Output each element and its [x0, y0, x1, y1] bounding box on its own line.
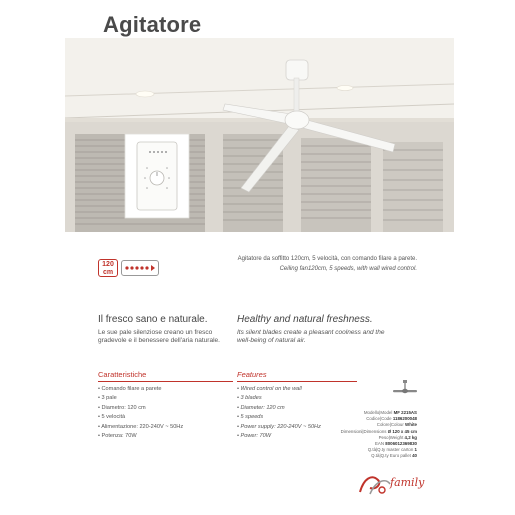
description-it: Agitatore da soffitto 120cm, 5 velocità, con comando filare a parete. — [237, 256, 417, 262]
spec-value: 40 — [412, 453, 417, 459]
product-title-line1: Agitatore — [103, 12, 202, 37]
wall-control-image — [125, 134, 189, 218]
spec-value: Ø 120 x 45 cm — [387, 428, 417, 434]
spec-label: Q.tà|Q.ty Euro pallet — [371, 453, 411, 459]
intro-it — [98, 314, 230, 344]
list-item: • Power: 70W — [237, 433, 271, 440]
list-item: • 5 speeds — [237, 414, 264, 421]
spec-row-pallet — [257, 453, 417, 459]
list-item: • Power supply: 220-240V ~ 50Hz — [237, 423, 321, 430]
intro-text-en: Its silent blades create a pleasant coolness and the well-being of natural air. — [237, 329, 385, 344]
list-item: • Wired control on the wall — [237, 386, 302, 392]
list-item: • Comando filare a parete — [98, 386, 162, 392]
fan-dimension-icon — [392, 379, 418, 403]
characteristics-it — [98, 370, 233, 441]
intro-heading-en: Healthy and natural freshness. — [237, 314, 373, 325]
characteristics-title-it: Caratteristiche — [98, 370, 233, 382]
spec-label: Modello|Model — [363, 410, 393, 415]
spec-label: EAN — [374, 441, 385, 447]
list-item: • Diametro: 120 cm — [98, 404, 146, 411]
spec-value: 1 — [414, 447, 417, 453]
spec-value: 1186200048 — [392, 416, 417, 422]
list-item: • 3 blades — [237, 395, 262, 402]
intro-en — [237, 314, 397, 344]
spec-label: Codice|Code — [366, 416, 392, 422]
product-description — [217, 255, 417, 273]
list-item: • 3 pale — [98, 395, 117, 402]
spec-value: 4,2 kg — [404, 434, 417, 440]
diameter-unit: cm — [102, 269, 114, 276]
spec-label: Peso|Weight — [378, 434, 404, 440]
ceiling-fan-room-illustration — [65, 38, 454, 232]
spec-label: Dimensioni|Dimensions — [340, 428, 387, 434]
characteristics-title-en: Features — [237, 370, 357, 382]
intro-heading-it: Il fresco sano e naturale. — [98, 314, 208, 325]
speed-selector-icon — [121, 260, 159, 276]
diameter-value: 120 — [102, 261, 114, 268]
spec-value: White — [405, 422, 417, 428]
feature-badges — [98, 259, 159, 277]
spec-table — [257, 410, 417, 460]
spec-value: MF 2215AS — [393, 410, 417, 415]
list-item: • Alimentazione: 220-240V ~ 50Hz — [98, 423, 184, 430]
list-item: • Potenza: 70W — [98, 433, 137, 440]
spec-value: 8006012369830 — [385, 441, 417, 447]
list-item: • Diameter: 120 cm — [237, 404, 285, 411]
list-item: • 5 velocità — [98, 414, 126, 421]
diameter-badge — [98, 259, 118, 277]
intro-text-it: Le sue pale silenziose creano un fresco gradevole e il benessere dell'aria naturale. — [98, 329, 220, 344]
spec-label: Q.tà|Q.ty master carton — [367, 447, 414, 453]
hero-image — [65, 38, 454, 232]
description-en: Ceiling fan120cm, 5 speeds, with wall wired control. — [279, 266, 417, 272]
spec-label: Colore|Colour — [376, 422, 404, 428]
brand-name: family — [390, 476, 425, 489]
